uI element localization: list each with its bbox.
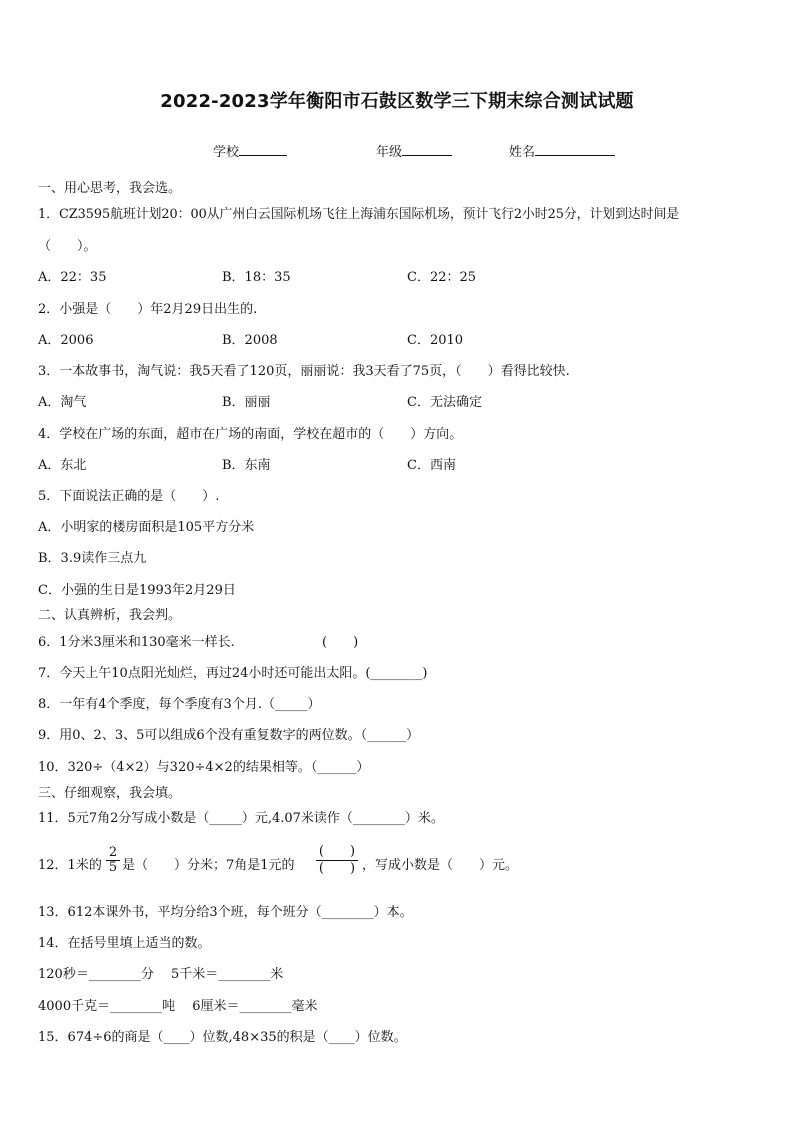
q5-option-b[interactable]: B．3.9读作三点九 xyxy=(38,551,147,566)
q2-option-c[interactable]: C．2010 xyxy=(407,333,464,348)
q3-option-a[interactable]: A．淘气 xyxy=(38,395,87,410)
section-2-heading: 二、认真辨析，我会判。 xyxy=(38,608,182,623)
q6-answer-blank[interactable]: ( ) xyxy=(322,635,359,650)
q1-option-a[interactable]: A．22：35 xyxy=(38,270,107,285)
q12-text-part1: 12．1米的 xyxy=(38,858,102,873)
q9-text: 9．用0、2、3、5可以组成6个没有重复数字的两位数。（______） xyxy=(38,728,420,743)
q12-fraction-numerator: 2 xyxy=(108,845,118,860)
q2-text: 2．小强是（ ）年2月29日出生的. xyxy=(38,302,258,317)
page-title: 2022-2023学年衡阳市石鼓区数学三下期末综合测试试题 xyxy=(160,91,634,112)
school-label: 学校 xyxy=(213,145,240,160)
name-blank[interactable] xyxy=(535,141,615,156)
q8-text: 8．一年有4个季度，每个季度有3个月.（_____） xyxy=(38,697,321,712)
q2-option-a[interactable]: A．2006 xyxy=(38,333,94,348)
q6-text: 6．1分米3厘米和130毫米一样长. xyxy=(38,635,235,650)
grade-field xyxy=(376,141,452,160)
q12-text-part2: 是（ ）分米；7角是1元的 xyxy=(122,858,295,873)
q12-fraction-denominator: 5 xyxy=(108,860,118,875)
q5-text: 5．下面说法正确的是（ ）. xyxy=(38,489,220,504)
q4-option-a[interactable]: A．东北 xyxy=(38,458,87,473)
q3-option-c[interactable]: C．无法确定 xyxy=(407,395,482,410)
school-blank[interactable] xyxy=(239,141,287,156)
q15-text: 15．674÷6的商是（____）位数,48×35的积是（____）位数。 xyxy=(38,1030,407,1045)
q14-row-1: 120秒＝________分 5千米＝________米 xyxy=(38,967,284,982)
grade-label: 年级 xyxy=(376,145,403,160)
q14-text: 14．在括号里填上适当的数。 xyxy=(38,936,211,951)
q4-option-b[interactable]: B．东南 xyxy=(222,458,271,473)
q1-option-c[interactable]: C．22：25 xyxy=(407,270,477,285)
q3-text: 3．一本故事书，淘气说：我5天看了120页，丽丽说：我3天看了75页，（ ）看得比较快. xyxy=(38,364,570,379)
q3-option-b[interactable]: B．丽丽 xyxy=(222,395,271,410)
section-3-heading: 三、仔细观察，我会填。 xyxy=(38,786,182,801)
school-field xyxy=(213,141,287,160)
q1-text-cont: （ ）。 xyxy=(38,239,97,254)
q7-text: 7．今天上午10点阳光灿烂，再过24小时还可能出太阳。(________) xyxy=(38,666,428,681)
grade-blank[interactable] xyxy=(402,141,452,156)
q12-blank-numerator[interactable]: ( ) xyxy=(318,844,356,859)
q2-option-b[interactable]: B．2008 xyxy=(222,333,278,348)
q5-option-a[interactable]: A．小明家的楼房面积是105平方分米 xyxy=(38,520,255,535)
q10-text: 10．320÷（4×2）与320÷4×2的结果相等。（______） xyxy=(38,760,370,775)
q12-fraction-two-fifths xyxy=(106,846,120,875)
q1-option-b[interactable]: B．18：35 xyxy=(222,270,291,285)
q1-text: 1．CZ3595航班计划20：00从广州白云国际机场飞往上海浦东国际机场，预计飞行2小时25分，计划到达时间是 xyxy=(38,207,680,222)
name-label: 姓名 xyxy=(509,145,536,160)
q5-option-c[interactable]: C．小强的生日是1993年2月29日 xyxy=(38,583,236,598)
q12-fraction-blank[interactable] xyxy=(314,845,360,876)
q14-row-2: 4000千克＝________吨 6厘米＝________毫米 xyxy=(38,999,318,1014)
name-field xyxy=(509,141,615,160)
q12-blank-denominator[interactable]: ( ) xyxy=(318,861,356,876)
section-1-heading: 一、用心思考，我会选。 xyxy=(38,181,182,196)
q12-text-part3: ，写成小数是（ ）元。 xyxy=(362,858,519,873)
q11-text: 11．5元7角2分写成小数是（_____）元,4.07米读作（________）米。 xyxy=(38,811,444,826)
q4-text: 4．学校在广场的东面，超市在广场的南面，学校在超市的（ ）方向。 xyxy=(38,427,463,442)
q4-option-c[interactable]: C．西南 xyxy=(407,458,456,473)
q13-text: 13．612本课外书，平均分给3个班，每个班分（________）本。 xyxy=(38,905,413,920)
